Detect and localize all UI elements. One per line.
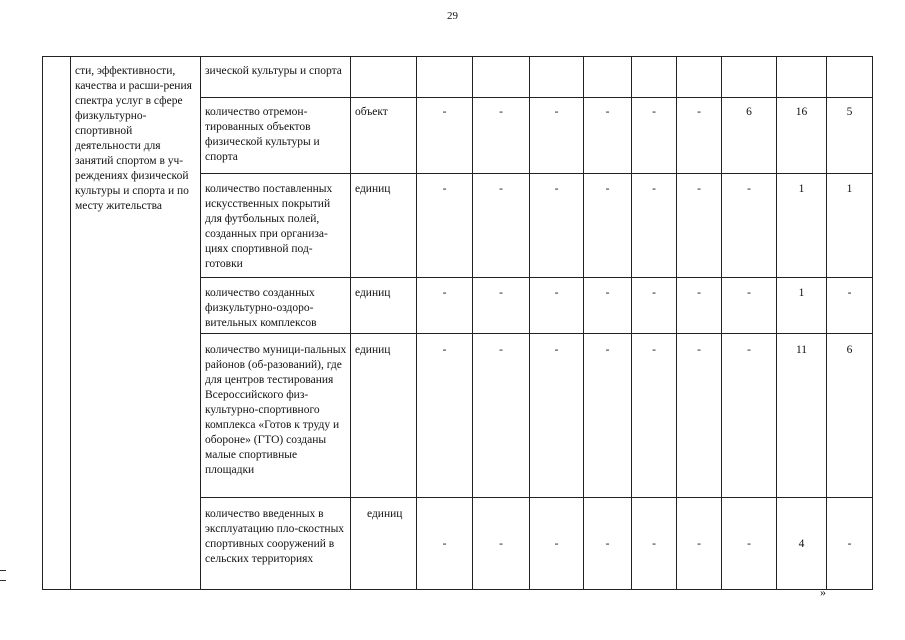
unit-cell: объект bbox=[355, 106, 388, 118]
column-divider bbox=[776, 56, 777, 590]
row-divider bbox=[201, 497, 873, 498]
value-cell: - bbox=[697, 344, 701, 356]
value-cell: - bbox=[652, 287, 656, 299]
value-cell: - bbox=[605, 106, 610, 118]
value-cell: - bbox=[499, 344, 503, 356]
value-cell: - bbox=[499, 287, 503, 299]
column-divider bbox=[583, 56, 584, 590]
value-cell: - bbox=[747, 344, 751, 356]
table-bottom-border bbox=[42, 589, 873, 590]
margin-tick bbox=[0, 580, 6, 581]
value-cell: - bbox=[442, 183, 447, 195]
column-divider bbox=[200, 56, 201, 590]
column-divider bbox=[70, 56, 71, 590]
unit-cell: единиц bbox=[367, 508, 403, 520]
value-cell: 1 bbox=[846, 183, 853, 195]
table-top-border bbox=[42, 56, 873, 57]
value-cell: - bbox=[697, 538, 701, 550]
unit-cell: единиц bbox=[355, 183, 391, 195]
value-cell: - bbox=[652, 344, 656, 356]
value-cell: - bbox=[605, 344, 610, 356]
value-cell: - bbox=[605, 538, 610, 550]
value-cell: - bbox=[442, 287, 447, 299]
value-cell: 6 bbox=[746, 106, 752, 118]
value-cell: - bbox=[605, 287, 610, 299]
unit-cell: единиц bbox=[355, 344, 391, 356]
table-right-border bbox=[872, 56, 873, 590]
row-divider bbox=[201, 173, 873, 174]
column-divider bbox=[826, 56, 827, 590]
unit-cell: единиц bbox=[355, 287, 391, 299]
column-divider bbox=[350, 56, 351, 590]
value-cell: - bbox=[554, 344, 559, 356]
indicator-cell: количество отремон-тированных объектов физической культуры и спорта bbox=[205, 106, 320, 163]
value-cell: - bbox=[554, 287, 559, 299]
value-cell: - bbox=[652, 106, 656, 118]
value-cell: - bbox=[605, 183, 610, 195]
value-cell: - bbox=[697, 183, 701, 195]
table-left-border bbox=[42, 56, 43, 590]
column-divider bbox=[472, 56, 473, 590]
continuation-cell: зической культуры и спорта bbox=[205, 65, 342, 77]
row-divider bbox=[201, 277, 873, 278]
margin-tick bbox=[0, 570, 6, 571]
value-cell: - bbox=[554, 538, 559, 550]
value-cell: - bbox=[847, 287, 852, 299]
indicator-cell: количество поставленных искусственных покрытий для футбольных полей, созданных при организа-циях спортивной под-готовки bbox=[205, 183, 333, 270]
indicator-cell: количество созданных физкультурно-оздоро-вительных комплексов bbox=[205, 287, 317, 329]
column-divider bbox=[529, 56, 530, 590]
column-divider bbox=[721, 56, 722, 590]
value-cell: - bbox=[652, 183, 656, 195]
value-cell: - bbox=[747, 538, 751, 550]
value-cell: 5 bbox=[846, 106, 853, 118]
value-cell: - bbox=[554, 106, 559, 118]
column-divider bbox=[631, 56, 632, 590]
value-cell: - bbox=[652, 538, 656, 550]
page-number: 29 bbox=[447, 10, 458, 22]
value-cell: - bbox=[442, 106, 447, 118]
value-cell: 1 bbox=[798, 287, 805, 299]
value-cell: - bbox=[499, 106, 503, 118]
value-cell: - bbox=[747, 287, 751, 299]
value-cell: 6 bbox=[846, 344, 853, 356]
value-cell: - bbox=[847, 538, 852, 550]
closing-quote: » bbox=[820, 585, 826, 599]
value-cell: - bbox=[499, 183, 503, 195]
value-cell: 16 bbox=[795, 106, 808, 118]
value-cell: - bbox=[554, 183, 559, 195]
column-divider bbox=[416, 56, 417, 590]
value-cell: - bbox=[697, 287, 701, 299]
indicator-cell: количество введенных в эксплуатацию пло-скостных спортивных сооружений в сельских территориях bbox=[205, 508, 345, 565]
value-cell: - bbox=[442, 538, 447, 550]
value-cell: 11 bbox=[795, 344, 808, 356]
value-cell: 4 bbox=[798, 538, 805, 550]
value-cell: - bbox=[442, 344, 447, 356]
indicator-cell: количество муници-пальных районов (об-разований), где для центров тестирования Всероссийского физ-культурно-спортивного комплекса «Готов к труду и обороне» (ГТО) созданы малые спортивные площадки bbox=[205, 344, 347, 476]
value-cell: 1 bbox=[798, 183, 805, 195]
value-cell: - bbox=[697, 106, 701, 118]
column-divider bbox=[676, 56, 677, 590]
value-cell: - bbox=[747, 183, 751, 195]
goal-cell: сти, эффективности, качества и расши-рения спектра услуг в сфере физкультурно-спортивной деятельности для занятий спортом в уч-реждениях физической культуры и спорта и по месту жительства bbox=[75, 65, 192, 212]
row-divider bbox=[201, 333, 873, 334]
row-divider bbox=[201, 97, 873, 98]
value-cell: - bbox=[499, 538, 503, 550]
